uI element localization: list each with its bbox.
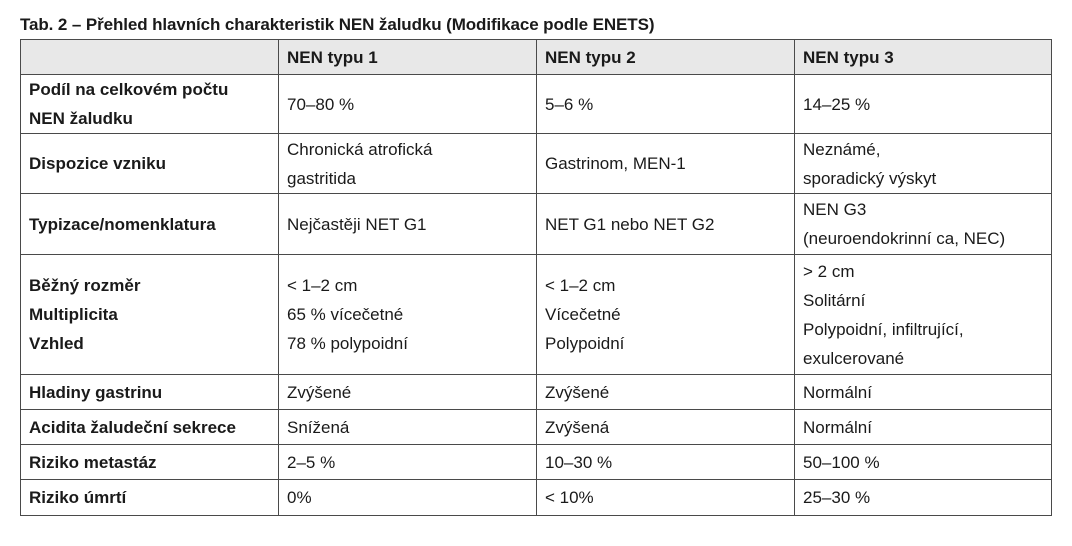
header-cell-nen-typ-3: NEN typu 3	[795, 40, 1052, 75]
table-cell: Snížená	[279, 410, 537, 445]
row-label: Dispozice vzniku	[21, 134, 279, 194]
table-cell: < 1–2 cm Vícečetné Polypoidní	[537, 255, 795, 375]
table-cell: 0%	[279, 480, 537, 516]
header-cell-nen-typ-2: NEN typu 2	[537, 40, 795, 75]
table-cell: Gastrinom, MEN-1	[537, 134, 795, 194]
table-cell: Zvýšené	[537, 375, 795, 410]
table-cell: Zvýšená	[537, 410, 795, 445]
nen-characteristics-table	[20, 39, 1052, 516]
table-cell: 10–30 %	[537, 445, 795, 480]
table-row	[21, 480, 1052, 516]
row-label: Běžný rozměr Multiplicita Vzhled	[21, 255, 279, 375]
table-cell: Nejčastěji NET G1	[279, 194, 537, 255]
table-cell: NET G1 nebo NET G2	[537, 194, 795, 255]
table-row	[21, 410, 1052, 445]
table-cell: Chronická atrofická gastritida	[279, 134, 537, 194]
table-cell: 25–30 %	[795, 480, 1052, 516]
row-label: Acidita žaludeční sekrece	[21, 410, 279, 445]
table-cell: > 2 cm Solitární Polypoidní, infiltrující, exulcerované	[795, 255, 1052, 375]
table-cell: 14–25 %	[795, 75, 1052, 134]
table-cell: 2–5 %	[279, 445, 537, 480]
row-label: Podíl na celkovém počtu NEN žaludku	[21, 75, 279, 134]
table-cell: 50–100 %	[795, 445, 1052, 480]
table-row	[21, 134, 1052, 194]
header-row	[21, 40, 1052, 75]
row-label: Hladiny gastrinu	[21, 375, 279, 410]
table-cell: < 1–2 cm 65 % vícečetné 78 % polypoidní	[279, 255, 537, 375]
header-cell-empty	[21, 40, 279, 75]
table-cell: Zvýšené	[279, 375, 537, 410]
table-cell: < 10%	[537, 480, 795, 516]
table-cell: Normální	[795, 410, 1052, 445]
table-row	[21, 194, 1052, 255]
row-label: Riziko úmrtí	[21, 480, 279, 516]
table-cell: 5–6 %	[537, 75, 795, 134]
table-cell: 70–80 %	[279, 75, 537, 134]
table-cell: NEN G3 (neuroendokrinní ca, NEC)	[795, 194, 1052, 255]
table-caption: Tab. 2 – Přehled hlavních charakteristik NEN žaludku (Modifikace podle ENETS)	[20, 15, 655, 34]
table-cell: Neznámé, sporadický výskyt	[795, 134, 1052, 194]
table-row	[21, 255, 1052, 375]
row-label: Riziko metastáz	[21, 445, 279, 480]
table-cell: Normální	[795, 375, 1052, 410]
table-row	[21, 445, 1052, 480]
table-row	[21, 375, 1052, 410]
row-label: Typizace/nomenklatura	[21, 194, 279, 255]
header-cell-nen-typ-1: NEN typu 1	[279, 40, 537, 75]
table-row	[21, 75, 1052, 134]
